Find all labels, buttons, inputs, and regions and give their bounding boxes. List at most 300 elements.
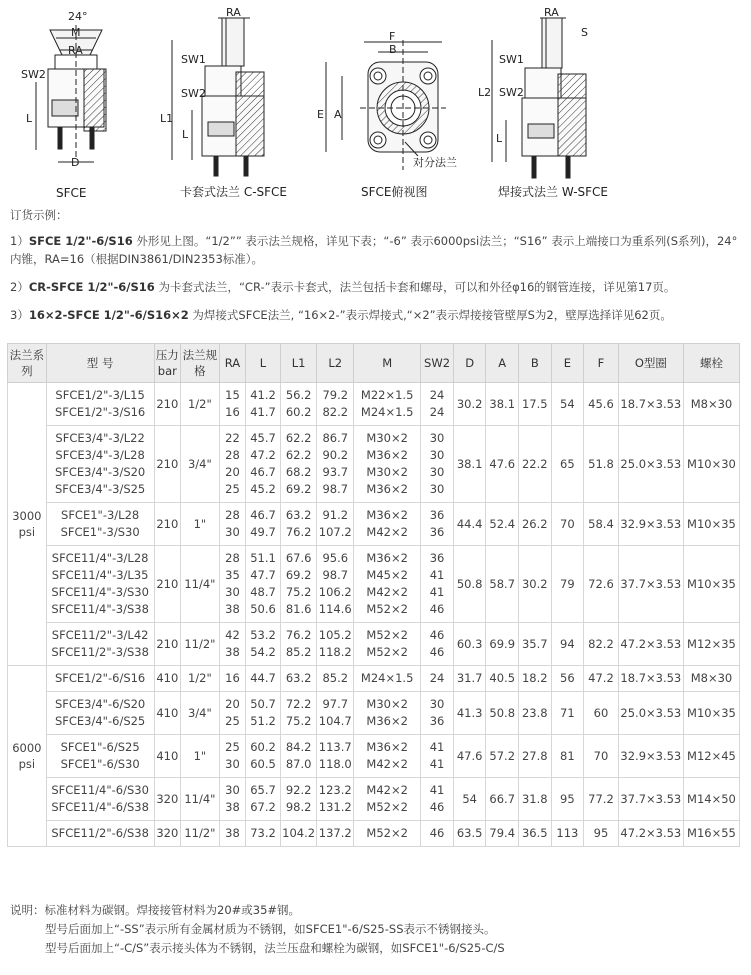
item-number: 2） <box>10 280 29 294</box>
f-cell: 77.2 <box>584 778 619 821</box>
series-cell: 3000 psi <box>8 383 47 666</box>
drawing-artwork <box>0 0 751 205</box>
spec-table <box>7 343 740 847</box>
size-cell: 1" <box>181 503 220 546</box>
l1-cell <box>280 821 317 847</box>
ra-cell <box>219 426 245 503</box>
table-row <box>8 666 740 692</box>
model-cell-value: SFCE1"-6/S30 <box>60 757 140 771</box>
bolt-cell: M10×35 <box>683 503 739 546</box>
label-m: M <box>71 26 81 39</box>
technical-drawings <box>0 0 751 205</box>
notes <box>10 901 505 958</box>
sw2-cell-value: 36 <box>429 551 445 565</box>
column-header: RA <box>219 344 245 383</box>
note-line: 说明：标准材料为碳钢。焊接接管材料为20#或35#钢。 <box>10 903 301 917</box>
model-cell <box>46 623 154 666</box>
size-cell: 11/4" <box>181 546 220 623</box>
caption-w-sfce: 焊接式法兰 W-SFCE <box>498 185 609 199</box>
label-sw2: SW2 <box>21 68 46 81</box>
ra-cell-value: 20 <box>225 465 240 479</box>
l2-cell <box>317 692 354 735</box>
l-cell-value: 73.2 <box>250 826 276 840</box>
d-cell: 60.3 <box>453 623 486 666</box>
column-header: E <box>551 344 584 383</box>
caption-sfce: SFCE <box>56 186 87 200</box>
sw2-cell <box>421 666 454 692</box>
label-ra: RA <box>68 44 83 57</box>
column-header: 螺栓 <box>683 344 739 383</box>
model-cell-value: SFCE1/2"-3/S16 <box>54 405 146 419</box>
f-cell: 70 <box>584 735 619 778</box>
l1-cell-value: 62.2 <box>285 431 312 445</box>
model-cell <box>46 735 154 778</box>
l-cell-value: 51.2 <box>250 714 276 728</box>
l1-cell <box>280 692 317 735</box>
sw2-cell <box>421 623 454 666</box>
column-header: F <box>584 344 619 383</box>
m-cell-value: M42×2 <box>366 783 408 797</box>
pressure-cell: 320 <box>154 778 180 821</box>
l1-cell <box>280 426 317 503</box>
e-cell: 81 <box>551 735 584 778</box>
table-row <box>8 503 740 546</box>
model-cell-value: SFCE11/4"-3/L35 <box>51 568 149 582</box>
l-cell-value: 46.7 <box>250 465 276 479</box>
model-cell-value: SFCE3/4"-3/S20 <box>54 465 146 479</box>
ra-cell-value: 25 <box>225 482 240 496</box>
l2-cell <box>317 426 354 503</box>
b-cell: 26.2 <box>519 503 552 546</box>
l1-cell-value: 85.2 <box>285 645 312 659</box>
item-code: CR-SFCE 1/2"-6/S16 <box>28 280 155 294</box>
l1-cell <box>280 666 317 692</box>
a-cell: 57.2 <box>486 735 519 778</box>
table-row <box>8 383 740 426</box>
size-cell: 3/4" <box>181 426 220 503</box>
l-cell <box>246 383 281 426</box>
a-cell: 58.7 <box>486 546 519 623</box>
b-cell: 22.2 <box>519 426 552 503</box>
model-cell <box>46 546 154 623</box>
l2-cell-value: 131.2 <box>318 800 352 814</box>
m-cell-value: M52×2 <box>366 800 408 814</box>
label-l: L <box>182 128 189 141</box>
e-cell: 70 <box>551 503 584 546</box>
m-cell-value: M52×2 <box>366 826 408 840</box>
m-cell-value: M30×2 <box>366 465 408 479</box>
table-row <box>8 426 740 503</box>
column-header: O型圈 <box>618 344 683 383</box>
bolt-cell: M12×35 <box>683 623 739 666</box>
f-cell: 51.8 <box>584 426 619 503</box>
l1-cell-value: 68.2 <box>285 465 312 479</box>
e-cell: 71 <box>551 692 584 735</box>
e-cell: 65 <box>551 426 584 503</box>
e-cell: 95 <box>551 778 584 821</box>
l-cell-value: 50.6 <box>250 602 276 616</box>
label-sw2: SW2 <box>499 86 524 99</box>
ra-cell-value: 25 <box>225 714 240 728</box>
size-cell: 11/2" <box>181 821 220 847</box>
l2-cell-value: 93.7 <box>322 465 349 479</box>
ra-cell <box>219 546 245 623</box>
l2-cell-value: 90.2 <box>322 448 349 462</box>
l1-cell-value: 76.2 <box>285 525 312 539</box>
m-cell <box>354 546 421 623</box>
column-header: 法兰规格 <box>181 344 220 383</box>
l1-cell-value: 62.2 <box>285 448 312 462</box>
l-cell-value: 60.2 <box>250 740 276 754</box>
sw2-cell-value: 36 <box>429 714 445 728</box>
bolt-cell: M10×30 <box>683 426 739 503</box>
model-cell-value: SFCE11/4"-3/S30 <box>51 585 149 599</box>
model-cell <box>46 426 154 503</box>
l2-cell <box>317 503 354 546</box>
pressure-cell: 210 <box>154 383 180 426</box>
ra-cell-value: 22 <box>225 431 240 445</box>
ordering-item <box>10 232 745 268</box>
column-header: 型 号 <box>46 344 154 383</box>
d-cell: 44.4 <box>453 503 486 546</box>
m-cell-value: M52×2 <box>366 628 408 642</box>
table-row <box>8 692 740 735</box>
column-header: B <box>519 344 552 383</box>
oring-cell: 18.7×3.53 <box>618 666 683 692</box>
label-b: B <box>389 43 397 56</box>
l2-cell-value: 118.2 <box>318 645 352 659</box>
l2-cell-value: 91.2 <box>322 508 349 522</box>
pressure-cell: 410 <box>154 666 180 692</box>
l-cell-value: 47.7 <box>250 568 276 582</box>
l1-cell-value: 98.2 <box>285 800 312 814</box>
b-cell: 18.2 <box>519 666 552 692</box>
column-header: L2 <box>317 344 354 383</box>
bolt-cell: M14×50 <box>683 778 739 821</box>
item-number: 1） <box>10 234 29 248</box>
model-cell-value: SFCE3/4"-6/S25 <box>54 714 146 728</box>
model-cell <box>46 503 154 546</box>
size-cell: 1/2" <box>181 383 220 426</box>
l-cell-value: 45.7 <box>250 431 276 445</box>
d-cell: 38.1 <box>453 426 486 503</box>
item-number: 3） <box>10 308 29 322</box>
l1-cell-value: 56.2 <box>285 388 312 402</box>
e-cell: 56 <box>551 666 584 692</box>
l1-cell <box>280 623 317 666</box>
ra-cell-value: 38 <box>225 800 240 814</box>
model-cell <box>46 692 154 735</box>
l2-cell-value: 85.2 <box>322 671 349 685</box>
model-cell-value: SFCE11/4"-6/S38 <box>51 800 149 814</box>
model-cell-value: SFCE1"-3/L28 <box>61 508 140 522</box>
a-cell: 52.4 <box>486 503 519 546</box>
ordering-item <box>10 278 745 296</box>
d-cell: 63.5 <box>453 821 486 847</box>
d-cell: 50.8 <box>453 546 486 623</box>
model-cell-value: SFCE1/2"-6/S16 <box>54 671 146 685</box>
l1-cell <box>280 778 317 821</box>
sw2-cell-value: 24 <box>429 388 445 402</box>
b-cell: 35.7 <box>519 623 552 666</box>
l-cell <box>246 735 281 778</box>
l2-cell-value: 95.6 <box>322 551 349 565</box>
ra-cell-value: 16 <box>225 405 240 419</box>
bolt-cell: M8×30 <box>683 383 739 426</box>
l2-cell <box>317 735 354 778</box>
bolt-cell: M16×55 <box>683 821 739 847</box>
l2-cell-value: 114.6 <box>318 602 352 616</box>
m-cell-value: M52×2 <box>366 602 408 616</box>
d-cell: 41.3 <box>453 692 486 735</box>
sw2-cell-value: 46 <box>429 602 445 616</box>
pressure-cell: 410 <box>154 735 180 778</box>
e-cell: 54 <box>551 383 584 426</box>
caption-top-view: SFCE俯视图 <box>361 185 428 199</box>
model-cell-value: SFCE11/4"-3/S38 <box>51 602 149 616</box>
sw2-cell <box>421 426 454 503</box>
column-header: A <box>486 344 519 383</box>
l-cell <box>246 666 281 692</box>
note-line: 型号后面加上“-C/S”表示接头体为不锈钢，法兰压盘和螺栓为碳钢，如SFCE1"-6/S25-C/S <box>45 941 505 955</box>
label-ra: RA <box>226 6 241 19</box>
m-cell <box>354 426 421 503</box>
pressure-cell: 210 <box>154 503 180 546</box>
pressure-cell: 410 <box>154 692 180 735</box>
bolt-cell: M8×30 <box>683 666 739 692</box>
l-cell-value: 53.2 <box>250 628 276 642</box>
m-cell-value: M36×2 <box>366 482 408 496</box>
l1-cell <box>280 383 317 426</box>
sw2-cell-value: 30 <box>429 482 445 496</box>
l2-cell-value: 82.2 <box>322 405 349 419</box>
b-cell: 30.2 <box>519 546 552 623</box>
l-cell-value: 46.7 <box>250 508 276 522</box>
sw2-cell-value: 30 <box>429 697 445 711</box>
pressure-cell: 210 <box>154 546 180 623</box>
sw2-cell <box>421 546 454 623</box>
m-cell-value: M36×2 <box>366 448 408 462</box>
sw2-cell-value: 46 <box>429 628 445 642</box>
l2-cell <box>317 821 354 847</box>
note-line: 型号后面加上“-SS”表示所有金属材质为不锈钢，如SFCE1"-6/S25-SS表示不锈钢接头。 <box>45 922 496 936</box>
m-cell-value: M30×2 <box>366 697 408 711</box>
l1-cell-value: 75.2 <box>285 585 312 599</box>
label-d: D <box>71 156 80 169</box>
e-cell: 94 <box>551 623 584 666</box>
ra-cell-value: 35 <box>225 568 240 582</box>
ra-cell <box>219 692 245 735</box>
ordering-item <box>10 306 745 324</box>
e-cell: 113 <box>551 821 584 847</box>
m-cell-value: M30×2 <box>366 431 408 445</box>
l1-cell-value: 81.6 <box>285 602 312 616</box>
oring-cell: 32.9×3.53 <box>618 503 683 546</box>
series-cell: 6000 psi <box>8 666 47 847</box>
l-cell-value: 47.2 <box>250 448 276 462</box>
sw2-cell-value: 24 <box>429 405 445 419</box>
sw2-cell-value: 41 <box>429 783 445 797</box>
l-cell <box>246 426 281 503</box>
oring-cell: 47.2×3.53 <box>618 623 683 666</box>
column-header: 法兰系列 <box>8 344 47 383</box>
l2-cell-value: 118.0 <box>318 757 352 771</box>
size-cell: 3/4" <box>181 692 220 735</box>
ra-cell <box>219 503 245 546</box>
label-sw1: SW1 <box>181 53 206 66</box>
a-cell: 79.4 <box>486 821 519 847</box>
sw2-cell-value: 41 <box>429 740 445 754</box>
ra-cell-value: 30 <box>225 783 240 797</box>
m-cell-value: M22×1.5 <box>360 388 414 402</box>
size-cell: 1" <box>181 735 220 778</box>
ordering-examples <box>10 206 745 334</box>
model-cell-value: SFCE3/4"-3/L28 <box>55 448 145 462</box>
label-l2: L2 <box>478 86 492 99</box>
m-cell-value: M42×2 <box>366 525 408 539</box>
sw2-cell <box>421 503 454 546</box>
label-l1: L1 <box>160 112 174 125</box>
ra-cell <box>219 735 245 778</box>
m-cell <box>354 623 421 666</box>
table-row <box>8 546 740 623</box>
model-cell-value: SFCE3/4"-3/S25 <box>54 482 146 496</box>
l-cell-value: 49.7 <box>250 525 276 539</box>
a-cell: 47.6 <box>486 426 519 503</box>
sw2-cell-value: 30 <box>429 448 445 462</box>
label-angle: 24° <box>68 10 88 23</box>
l1-cell-value: 84.2 <box>285 740 312 754</box>
header-row <box>8 344 740 383</box>
model-cell-value: SFCE11/4"-6/S30 <box>51 783 149 797</box>
model-cell-value: SFCE3/4"-3/L22 <box>55 431 145 445</box>
bolt-cell: M10×35 <box>683 546 739 623</box>
caption-c-sfce: 卡套式法兰 C-SFCE <box>180 185 288 199</box>
l-cell-value: 48.7 <box>250 585 276 599</box>
m-cell-value: M42×2 <box>366 757 408 771</box>
l-cell-value: 54.2 <box>250 645 276 659</box>
a-cell: 69.9 <box>486 623 519 666</box>
l2-cell-value: 97.7 <box>322 697 349 711</box>
size-cell: 11/2" <box>181 623 220 666</box>
m-cell-value: M24×1.5 <box>360 671 414 685</box>
l1-cell-value: 67.6 <box>285 551 312 565</box>
column-header: L <box>246 344 281 383</box>
ra-cell-value: 20 <box>225 697 240 711</box>
b-cell: 36.5 <box>519 821 552 847</box>
table-row <box>8 821 740 847</box>
m-cell <box>354 692 421 735</box>
l1-cell-value: 72.2 <box>285 697 312 711</box>
label-l: L <box>496 132 503 145</box>
f-cell: 47.2 <box>584 666 619 692</box>
pressure-cell: 320 <box>154 821 180 847</box>
oring-cell: 32.9×3.53 <box>618 735 683 778</box>
table-row <box>8 778 740 821</box>
b-cell: 27.8 <box>519 735 552 778</box>
ra-cell <box>219 821 245 847</box>
ra-cell-value: 30 <box>225 757 240 771</box>
l1-cell-value: 63.2 <box>285 671 312 685</box>
l-cell <box>246 692 281 735</box>
m-cell-value: M42×2 <box>366 585 408 599</box>
ra-cell-value: 30 <box>225 585 240 599</box>
ra-cell-value: 38 <box>225 602 240 616</box>
a-cell: 38.1 <box>486 383 519 426</box>
f-cell: 60 <box>584 692 619 735</box>
label-l: L <box>26 112 33 125</box>
ra-cell <box>219 383 245 426</box>
l2-cell-value: 105.2 <box>318 628 352 642</box>
l2-cell-value: 123.2 <box>318 783 352 797</box>
item-code: 16×2-SFCE 1/2"-6/S16×2 <box>28 308 189 322</box>
l-cell-value: 65.7 <box>250 783 276 797</box>
l1-cell-value: 87.0 <box>285 757 312 771</box>
ra-cell <box>219 778 245 821</box>
ordering-title: 订货示例： <box>10 208 68 222</box>
l2-cell-value: 113.7 <box>318 740 352 754</box>
l-cell <box>246 503 281 546</box>
column-header: 压力bar <box>154 344 180 383</box>
m-cell-value: M24×1.5 <box>360 405 414 419</box>
model-cell-value: SFCE11/2"-6/S38 <box>51 826 149 840</box>
l2-cell-value: 79.2 <box>322 388 349 402</box>
l-cell-value: 41.2 <box>250 388 276 402</box>
m-cell-value: M36×2 <box>366 740 408 754</box>
l2-cell <box>317 546 354 623</box>
size-cell: 1/2" <box>181 666 220 692</box>
bolt-cell: M12×45 <box>683 735 739 778</box>
l1-cell <box>280 503 317 546</box>
sw2-cell <box>421 735 454 778</box>
l1-cell <box>280 735 317 778</box>
l-cell-value: 60.5 <box>250 757 276 771</box>
l2-cell <box>317 623 354 666</box>
l-cell-value: 45.2 <box>250 482 276 496</box>
sw2-cell-value: 46 <box>429 826 445 840</box>
l-cell <box>246 778 281 821</box>
ra-cell-value: 28 <box>225 551 240 565</box>
ra-cell-value: 30 <box>225 525 240 539</box>
sw2-cell-value: 46 <box>429 800 445 814</box>
table-row <box>8 735 740 778</box>
sw2-cell-value: 41 <box>429 585 445 599</box>
l2-cell-value: 104.7 <box>318 714 352 728</box>
model-cell-value: SFCE11/2"-3/S38 <box>51 645 149 659</box>
e-cell: 79 <box>551 546 584 623</box>
model-cell-value: SFCE11/4"-3/L28 <box>51 551 149 565</box>
ra-cell <box>219 666 245 692</box>
label-ra: RA <box>544 6 559 19</box>
d-cell: 31.7 <box>453 666 486 692</box>
a-cell: 40.5 <box>486 666 519 692</box>
label-s: S <box>581 26 588 39</box>
item-text: 外形见上图。“1/2”” 表示法兰规格，详见下表；“-6” 表示6000psi法兰；“S16” 表示上端接口为重系列(S系列)，24°内锥，RA=16（根据DIN3861/DIN2353标准）。 <box>10 234 738 266</box>
l1-cell-value: 69.2 <box>285 568 312 582</box>
label-f: F <box>389 30 396 43</box>
l2-cell <box>317 778 354 821</box>
oring-cell: 25.0×3.53 <box>618 692 683 735</box>
size-cell: 11/4" <box>181 778 220 821</box>
model-cell-value: SFCE11/2"-3/L42 <box>51 628 149 642</box>
bolt-cell: M10×35 <box>683 692 739 735</box>
l-cell-value: 67.2 <box>250 800 276 814</box>
l-cell-value: 51.1 <box>250 551 276 565</box>
sw2-cell-value: 30 <box>429 465 445 479</box>
l1-cell <box>280 546 317 623</box>
item-code: SFCE 1/2"-6/S16 <box>28 234 133 248</box>
l-cell-value: 50.7 <box>250 697 276 711</box>
